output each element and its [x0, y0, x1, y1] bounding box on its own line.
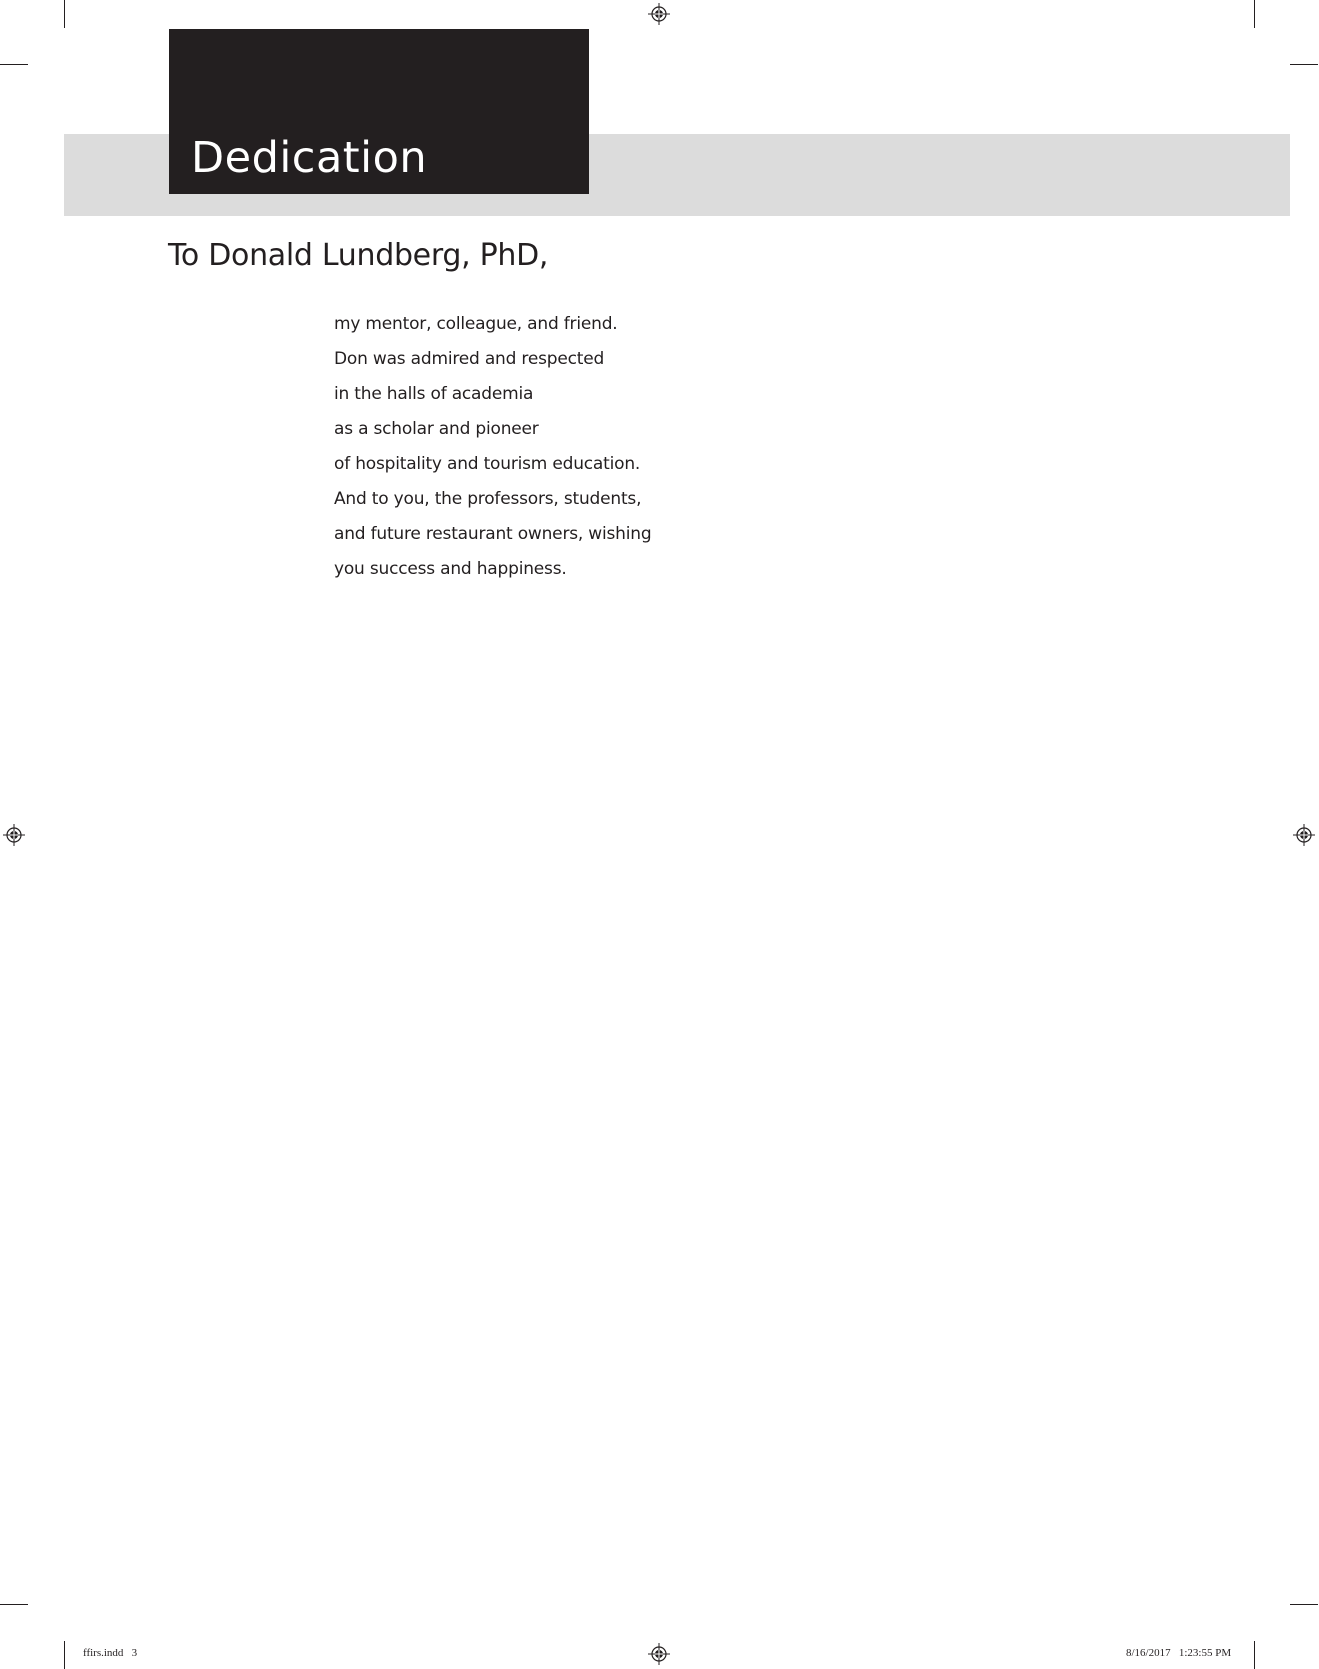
verse-line: and future restaurant owners, wishing [334, 524, 652, 544]
crop-mark-left-bottom [0, 1604, 28, 1605]
slug-file-info: ffirs.indd 3 [83, 1647, 138, 1659]
verse-line: you success and happiness. [334, 559, 567, 579]
verse-line: my mentor, colleague, and friend. [334, 314, 618, 334]
verse-line: Don was admired and respected [334, 349, 605, 369]
slug-timestamp: 8/16/2017 1:23:55 PM [1126, 1647, 1232, 1659]
page-title: Dedication [191, 133, 428, 183]
verse-line: And to you, the professors, students, [334, 489, 642, 509]
verse-line: as a scholar and pioneer [334, 419, 539, 439]
crop-mark-right-top [1290, 64, 1318, 65]
title-box [169, 29, 589, 194]
registration-mark-left-icon [3, 824, 25, 846]
registration-mark-top-icon [648, 3, 670, 25]
registration-mark-right-icon [1293, 824, 1315, 846]
crop-mark-top-right [1254, 0, 1255, 28]
crop-mark-left-top [0, 64, 28, 65]
verse-line: of hospitality and tourism education. [334, 454, 641, 474]
crop-mark-right-bottom [1290, 1604, 1318, 1605]
crop-mark-bottom-right [1254, 1641, 1255, 1669]
crop-mark-top-left [64, 0, 65, 28]
crop-mark-bottom-left [64, 1641, 65, 1669]
registration-mark-bottom-icon [648, 1643, 670, 1665]
dedication-verse [334, 307, 651, 587]
dedication-recipient: To Donald Lundberg, PhD, [168, 238, 549, 273]
verse-line: in the halls of academia [334, 384, 534, 404]
